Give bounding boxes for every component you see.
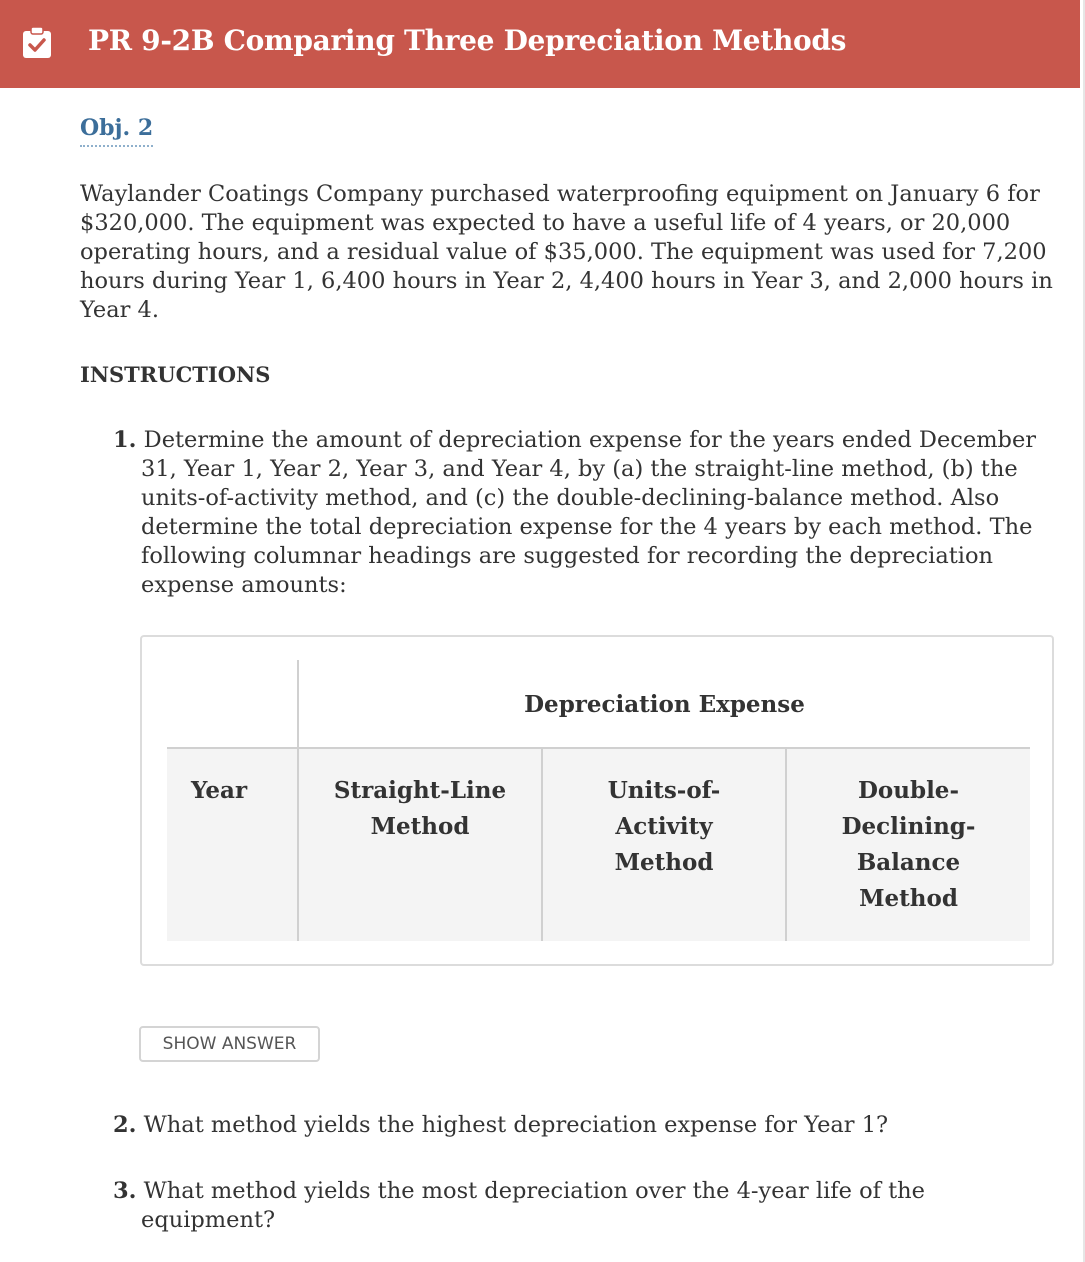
column-header-straight-line (299, 749, 541, 941)
show-answer-button[interactable]: SHOW ANSWER (139, 1026, 320, 1062)
instructions-heading: INSTRUCTIONS (80, 362, 271, 387)
column-header-label: Declining- (841, 813, 976, 840)
column-header-year (167, 749, 297, 941)
column-header-units-of-activity (543, 749, 785, 941)
column-header-label: Straight-Line (333, 777, 507, 804)
problem-description: Waylander Coatings Company purchased waterproofing equipment on January 6 for $320,000. The equipment was expected to have a useful life of 4 years, or 20,000 operating hours, and a residual value of $35,000. The equipment was used for 7,200 hours during Year 1, 6,400 hours in Year 2, 4,400 hours in Year 3, and 2,000 hours in Year 4. (80, 181, 1053, 323)
column-header-double-declining (787, 749, 1030, 941)
column-header-label: Method (614, 849, 714, 876)
instruction-number: 3. (113, 1178, 137, 1204)
instruction-item-1 (113, 426, 1043, 600)
column-header-label: Double- (857, 777, 959, 804)
clipboard-check-icon (22, 27, 52, 59)
instruction-text: What method yields the most depreciation over the 4-year life of the equipment? (141, 1178, 925, 1233)
table-header-row (167, 749, 1030, 941)
objective-link[interactable]: Obj. 2 (80, 115, 153, 147)
instruction-text: Determine the amount of depreciation expense for the years ended December 31, Year 1, Year 2, Year 3, and Year 4, by (a) the straight-line method, (b) the units-of-activity method, and (c) the double-declining-balance method. Also determine the total depreciation expense for the 4 years by each method. The following columnar headings are suggested for recording the depreciation expense amounts: (141, 427, 1037, 598)
column-header-label: Balance (856, 849, 961, 876)
table-super-header: Depreciation Expense (524, 690, 805, 718)
column-header-label: Activity (615, 813, 713, 840)
column-header-label: Year (191, 777, 248, 804)
column-header-label: Method (370, 813, 470, 840)
header-bar (0, 0, 1080, 88)
instruction-text: What method yields the highest depreciation expense for Year 1? (143, 1112, 889, 1138)
instruction-item-2 (113, 1111, 1043, 1140)
column-header-label: Units-of- (607, 777, 721, 804)
instruction-item-3 (113, 1177, 1043, 1235)
column-header-label: Method (859, 885, 958, 912)
instruction-number: 1. (113, 427, 137, 453)
instruction-number: 2. (113, 1112, 137, 1138)
page-title: PR 9-2B Comparing Three Depreciation Methods (88, 24, 847, 57)
column-headings-table (140, 635, 1054, 966)
